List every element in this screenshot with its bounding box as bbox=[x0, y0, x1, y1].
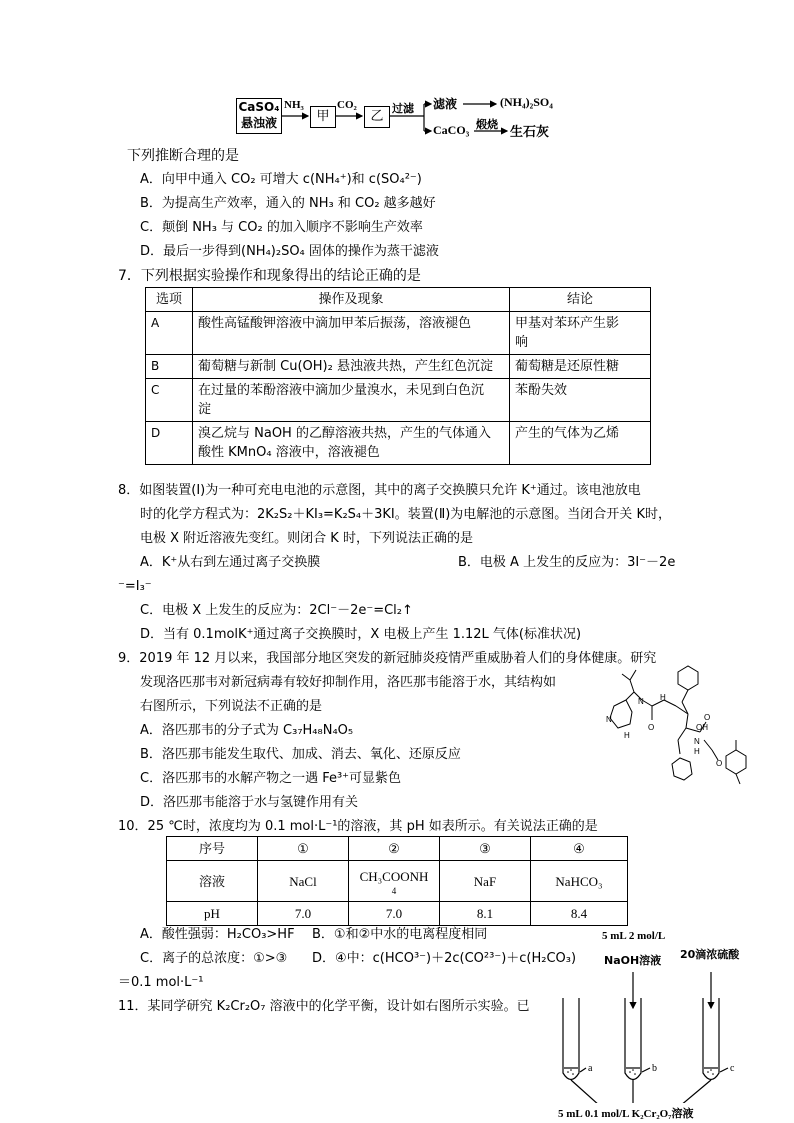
table-row bbox=[167, 837, 628, 861]
q10-sol-2-sub: 4 bbox=[391, 885, 397, 896]
flow-product2: 生石灰 bbox=[510, 125, 550, 140]
mol-n2: N bbox=[638, 697, 644, 706]
q10-ph-2: 7.0 bbox=[349, 902, 440, 926]
q7-row-d-option: D bbox=[146, 422, 193, 465]
flow-product1: (NH₄)₂SO₄ bbox=[500, 95, 553, 109]
q10-table bbox=[166, 836, 628, 926]
q9-line3: 右图所示，下列说法不正确的是 bbox=[140, 699, 323, 714]
mol-o3: O bbox=[716, 759, 723, 768]
tube-c-label: c bbox=[730, 1063, 735, 1074]
q6-option-c: C．颠倒 NH₃ 与 CO₂ 的加入顺序不影响生产效率 bbox=[140, 220, 423, 235]
q10-label-ph: pH bbox=[167, 902, 258, 926]
table-row bbox=[167, 902, 628, 926]
q10-sol-3: NaF bbox=[440, 861, 531, 902]
q6-stem: 下列推断合理的是 bbox=[127, 148, 239, 164]
flow-box-yi: 乙 bbox=[364, 106, 390, 128]
q10-label-num: 序号 bbox=[167, 837, 258, 861]
q10-option-d-cont: ＝0.1 mol·L⁻¹ bbox=[118, 975, 204, 990]
q8-option-d: D．当有 0.1molK⁺通过离子交换膜时，X 电极上产生 1.12L 气体(标准状况) bbox=[140, 627, 582, 642]
q10-sol-2: CH₃COONH bbox=[359, 868, 429, 884]
q10-sol-2-cell bbox=[349, 861, 440, 902]
q10-num-3: ③ bbox=[440, 837, 531, 861]
q10-option-a: A．酸性强弱：H₂CO₃>HF bbox=[140, 927, 295, 942]
table-row bbox=[146, 379, 651, 422]
q10-option-d: D．④中：c(HCO³⁻)＋2c(CO²³⁻)＋c(H₂CO₃) bbox=[312, 951, 577, 966]
q10-num-4: ④ bbox=[531, 837, 628, 861]
q7-header-operation: 操作及现象 bbox=[193, 288, 510, 312]
flow-start-l2: 悬浊液 bbox=[240, 116, 277, 130]
mol-o1: O bbox=[648, 723, 655, 732]
q7-row-d-op: 溴乙烷与 NaOH 的乙醇溶液共热，产生的气体通入 bbox=[198, 426, 491, 441]
flow-filtrate: 滤液 bbox=[433, 97, 458, 111]
mol-h1: H bbox=[624, 731, 630, 740]
q7-row-b-concl: 葡萄糖是还原性糖 bbox=[515, 359, 620, 374]
flow-calcine-label: 煅烧 bbox=[476, 118, 498, 131]
table-row bbox=[146, 422, 651, 465]
q7-row-b-op: 葡萄糖与新制 Cu(OH)₂ 悬浊液共热，产生红色沉淀 bbox=[198, 359, 493, 374]
q6-option-a: A．向甲中通入 CO₂ 可增大 c(NH₄⁺)和 c(SO₄²⁻) bbox=[140, 172, 422, 187]
q6-option-b: B．为提高生产效率，通入的 NH₃ 和 CO₂ 越多越好 bbox=[140, 196, 436, 211]
q7-row-c-op: 在过量的苯酚溶液中滴加少量溴水，未见到白色沉 bbox=[198, 383, 485, 398]
flow-arrows bbox=[0, 0, 794, 145]
q9-option-d: D．洛匹那韦能溶于水与氢键作用有关 bbox=[140, 795, 359, 810]
q11-naoh-label-2: NaOH溶液 bbox=[604, 954, 662, 967]
q7-row-a-option: A bbox=[146, 312, 193, 355]
flow-start-l1: CaSO₄ bbox=[238, 100, 280, 114]
q8-line3: 电极 X 附近溶液先变红。则闭合 K 时，下列说法正确的是 bbox=[140, 531, 473, 546]
q10-option-b: B．①和②中水的电离程度相同 bbox=[312, 927, 488, 942]
q8-option-c: C．电极 X 上发生的反应为：2Cl⁻－2e⁻=Cl₂↑ bbox=[140, 603, 413, 618]
q7-row-b-option: B bbox=[146, 355, 193, 379]
flow-chart bbox=[0, 0, 794, 145]
q10-stem: 10．25 ℃时，浓度均为 0.1 mol·L⁻¹的溶液，其 pH 如表所示。有关说法正确的是 bbox=[118, 819, 598, 834]
flow-nh3-label: NH₃ bbox=[284, 99, 304, 111]
flow-caco3: CaCO₃ bbox=[433, 123, 470, 137]
q10-sol-4: NaHCO₃ bbox=[531, 861, 628, 902]
q10-ph-1: 7.0 bbox=[258, 902, 349, 926]
q7-row-d-concl: 产生的气体为乙烯 bbox=[515, 426, 620, 441]
mol-h3: H bbox=[694, 747, 700, 756]
q9-option-b: B．洛匹那韦能发生取代、加成、消去、氧化、还原反应 bbox=[140, 747, 461, 762]
table-row bbox=[146, 312, 651, 355]
q10-ph-4: 8.4 bbox=[531, 902, 628, 926]
q8-line2: 时的化学方程式为：2K₂S₂＋KI₃=K₂S₄＋3KI。装置(Ⅱ)为电解池的示意图。当闭合开关 K时， bbox=[140, 507, 671, 522]
mol-oh: OH bbox=[696, 723, 708, 732]
q8-option-b-cont: ⁻=I₃⁻ bbox=[118, 579, 152, 594]
q8-line1: 8．如图装置(Ⅰ)为一种可充电电池的示意图，其中的离子交换膜只允许 K⁺通过。该电池放电 bbox=[118, 483, 641, 498]
q7-row-c-op2: 淀 bbox=[198, 402, 212, 417]
q11-naoh-label-1: 5 mL 2 mol/L bbox=[602, 930, 666, 942]
table-row bbox=[167, 861, 628, 902]
mol-h2: H bbox=[660, 693, 666, 702]
q10-sol-1: NaCl bbox=[258, 861, 349, 902]
flow-box-jia: 甲 bbox=[310, 106, 336, 128]
tube-b-label: b bbox=[652, 1063, 657, 1074]
q6-option-d: D．最后一步得到(NH₄)₂SO₄ 固体的操作为蒸干滤液 bbox=[140, 244, 439, 259]
q11-acid-label: 20滴浓硫酸 bbox=[680, 948, 740, 961]
mol-o2: O bbox=[704, 713, 711, 722]
q7-row-a-concl: 甲基对苯环产生影 bbox=[515, 316, 620, 331]
q8-option-b: B．电极 A 上发生的反应为：3I⁻－2e bbox=[458, 555, 676, 570]
q10-num-1: ① bbox=[258, 837, 349, 861]
q10-label-sol: 溶液 bbox=[167, 861, 258, 902]
flow-co2-label: CO₂ bbox=[337, 99, 357, 111]
lopinavir-structure bbox=[600, 660, 750, 800]
q9-line1: 9．2019 年 12 月以来，我国部分地区突发的新冠肺炎疫情严重威胁着人们的身体健康。研究 bbox=[118, 651, 657, 666]
mol-n1: N bbox=[606, 715, 612, 724]
q11-test-tubes bbox=[540, 968, 794, 1103]
q7-header-conclusion: 结论 bbox=[510, 288, 651, 312]
q10-ph-3: 8.1 bbox=[440, 902, 531, 926]
q11-stem: 11．某同学研究 K₂Cr₂O₇ 溶液中的化学平衡，设计如右图所示实验。已 bbox=[118, 999, 530, 1014]
q8-option-a: A．K⁺从右到左通过离子交换膜 bbox=[140, 555, 321, 570]
q7-row-c-option: C bbox=[146, 379, 193, 422]
q7-header-option: 选项 bbox=[146, 288, 193, 312]
q9-option-c: C．洛匹那韦的水解产物之一遇 Fe³⁺可显紫色 bbox=[140, 771, 402, 786]
q7-row-a-concl2: 响 bbox=[515, 335, 529, 350]
q10-num-2: ② bbox=[349, 837, 440, 861]
q7-table bbox=[145, 287, 651, 465]
q11-bottom-label: 5 mL 0.1 mol/L K₂Cr₂O₇溶液 bbox=[558, 1108, 694, 1120]
q10-option-c: C．离子的总浓度：①>③ bbox=[140, 951, 288, 966]
mol-n3: N bbox=[694, 737, 700, 746]
tube-a-label: a bbox=[588, 1063, 593, 1074]
flow-filter-label: 过滤 bbox=[392, 102, 414, 115]
q9-line2: 发现洛匹那韦对新冠病毒有较好抑制作用，洛匹那韦能溶于水，其结构如 bbox=[140, 675, 557, 690]
q7-row-a-op: 酸性高锰酸钾溶液中滴加甲苯后振荡，溶液褪色 bbox=[198, 316, 472, 331]
q7-row-c-concl: 苯酚失效 bbox=[515, 383, 568, 398]
q7-stem: 7．下列根据实验操作和现象得出的结论正确的是 bbox=[118, 268, 421, 284]
q9-option-a: A．洛匹那韦的分子式为 C₃₇H₄₈N₄O₅ bbox=[140, 723, 354, 738]
table-row bbox=[146, 355, 651, 379]
q7-row-d-op2: 酸性 KMnO₄ 溶液中，溶液褪色 bbox=[198, 445, 380, 460]
